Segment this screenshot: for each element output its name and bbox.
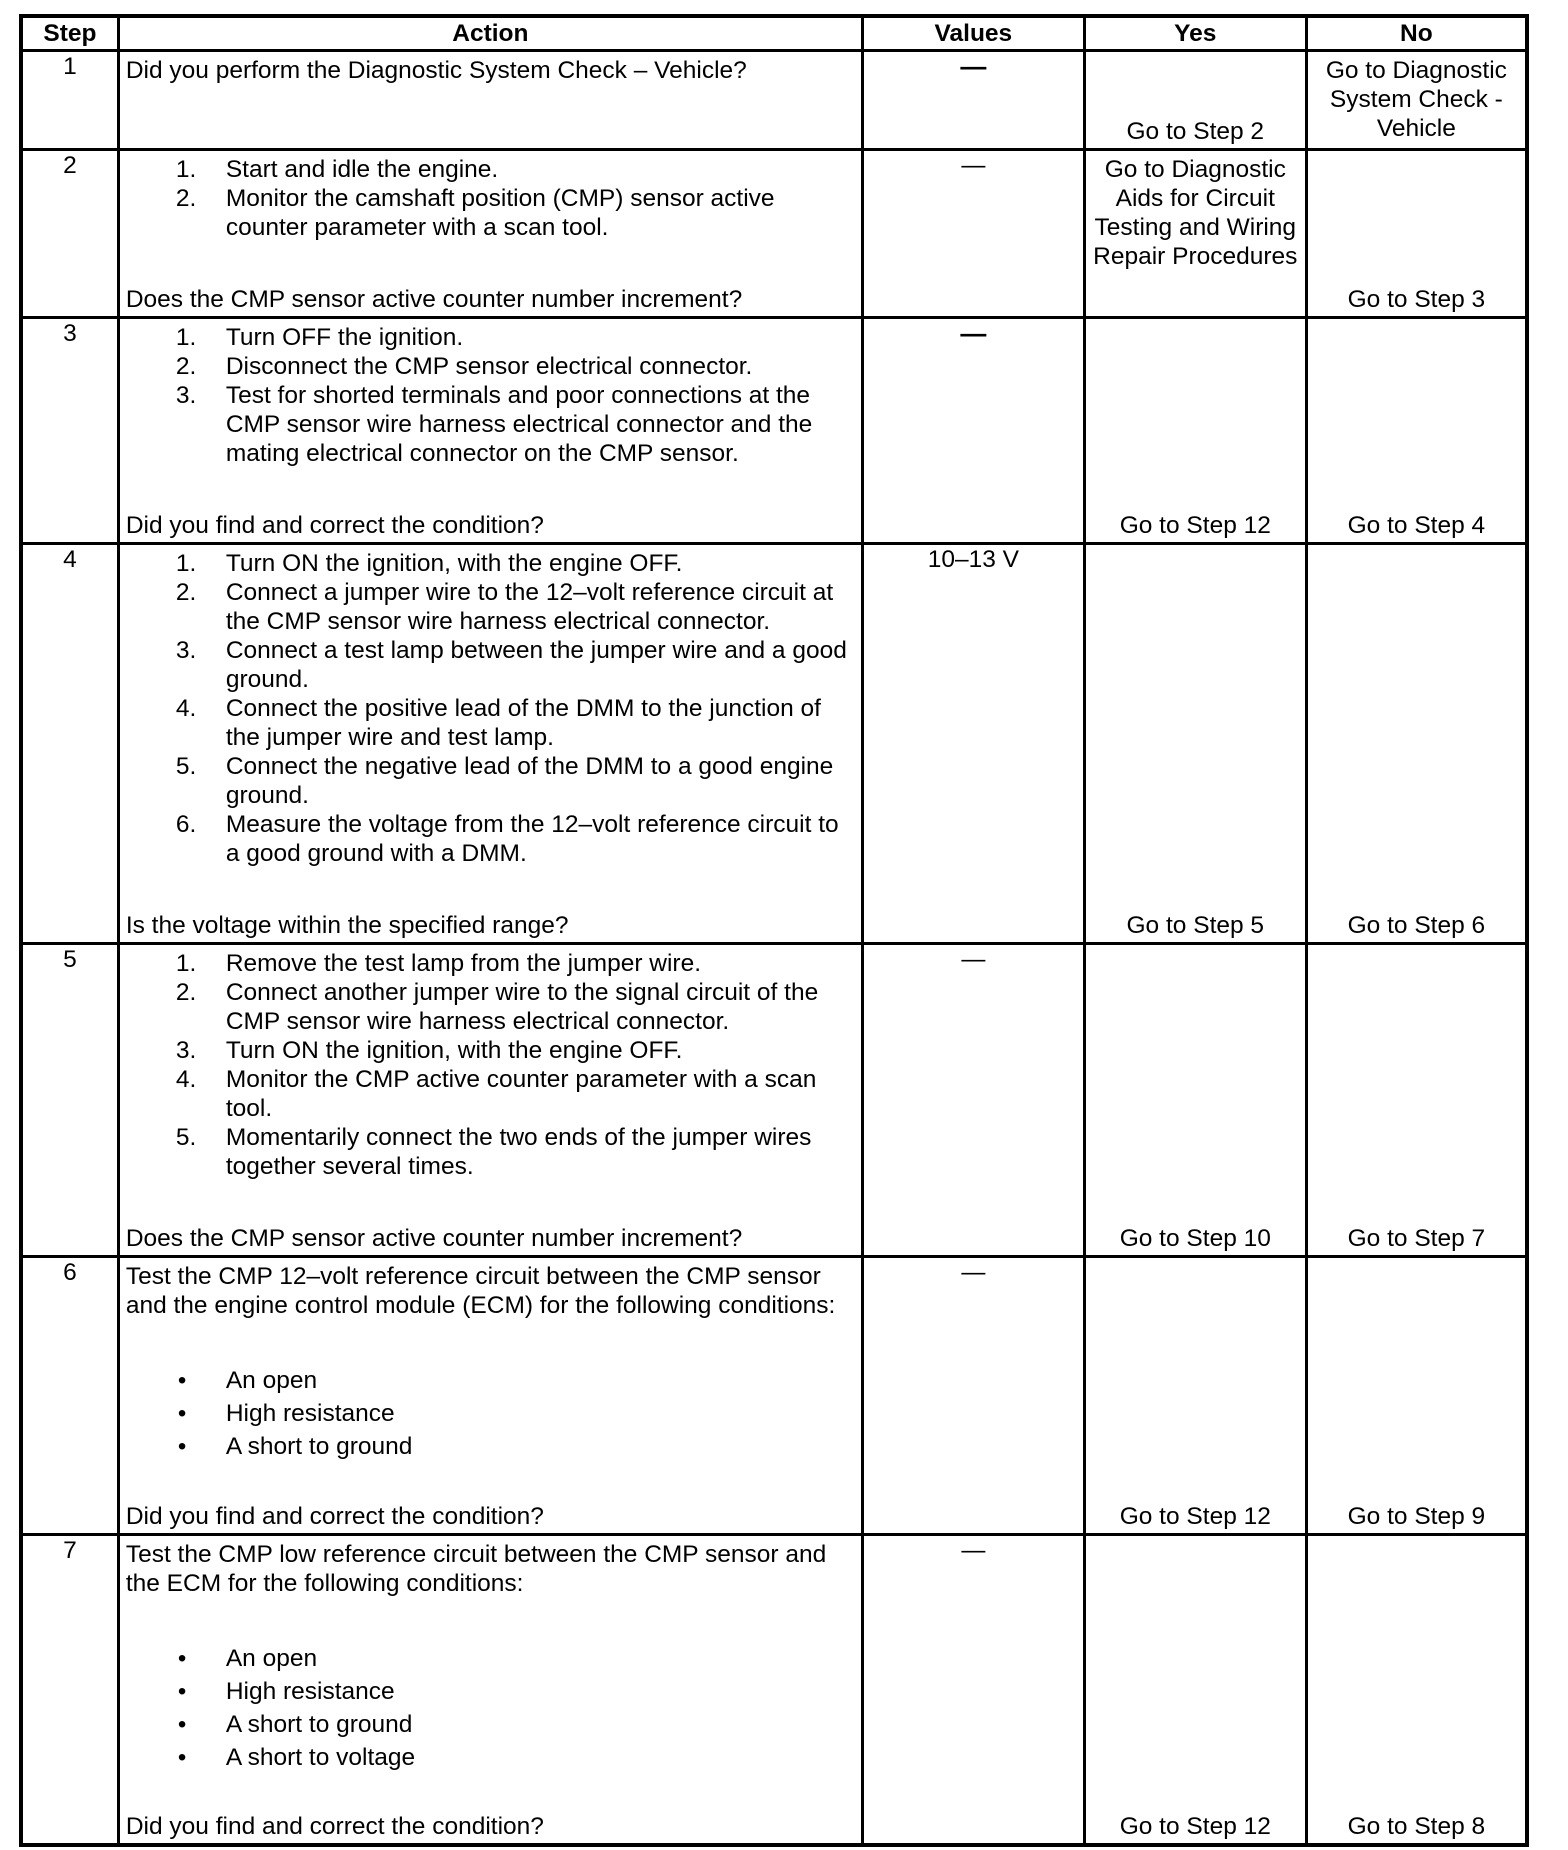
- step-number: 2: [21, 150, 118, 318]
- no-cell: [1306, 544, 1527, 944]
- action-cell: [118, 1256, 862, 1534]
- item-text: Connect a jumper wire to the 12–volt reference circuit at the CMP sensor wire harness electrical connector.: [225, 579, 834, 636]
- step-number: 3: [21, 318, 118, 544]
- item-number: 2.: [175, 978, 197, 1006]
- item-text: Connect a test lamp between the jumper wire and a good ground.: [225, 637, 847, 694]
- no-text: Go to Step 9: [1347, 1502, 1486, 1530]
- list-item: [126, 578, 857, 636]
- item-number: 1.: [175, 156, 197, 184]
- list-item: [126, 949, 857, 978]
- item-number: 6.: [175, 811, 197, 839]
- step-number: 7: [21, 1534, 118, 1845]
- item-text: An open: [225, 1366, 318, 1394]
- item-text: Momentarily connect the two ends of the jumper wires together several times.: [225, 1123, 812, 1180]
- item-number: 1.: [175, 949, 197, 977]
- bullet-marker: •: [177, 1710, 187, 1738]
- item-number: 2.: [175, 353, 197, 381]
- value-text: —: [961, 1536, 986, 1564]
- bullet-marker: •: [177, 1644, 187, 1672]
- table-row: [21, 50, 1527, 150]
- step-number: 4: [21, 544, 118, 944]
- no-cell: [1306, 150, 1527, 318]
- values-cell: [862, 943, 1084, 1256]
- no-cell: [1306, 1256, 1527, 1534]
- list-item: [126, 155, 857, 184]
- values-cell: [862, 1256, 1084, 1534]
- action-text: Did you perform the Diagnostic System Check – Vehicle?: [125, 56, 747, 84]
- item-text: Connect the positive lead of the DMM to the junction of the jumper wire and test lamp.: [225, 695, 821, 752]
- item-text: Connect another jumper wire to the signal circuit of the CMP sensor wire harness electrical connector.: [225, 978, 819, 1035]
- item-text: Disconnect the CMP sensor electrical connector.: [225, 353, 753, 381]
- item-text: Connect the negative lead of the DMM to a good engine ground.: [225, 753, 834, 810]
- item-text: Remove the test lamp from the jumper wire.: [225, 949, 702, 977]
- item-text: Measure the voltage from the 12–volt reference circuit to a good ground with a DMM.: [225, 811, 839, 868]
- step-number: 1: [21, 50, 118, 150]
- item-text: A short to ground: [225, 1710, 413, 1738]
- item-text: A short to voltage: [225, 1743, 416, 1771]
- item-text: An open: [225, 1644, 318, 1672]
- action-intro: Test the CMP low reference circuit between the CMP sensor and the ECM for the following conditions:: [125, 1540, 827, 1597]
- no-text: Go to Step 8: [1347, 1813, 1486, 1840]
- yes-text: Go to Step 12: [1119, 1502, 1271, 1530]
- item-number: 5.: [175, 1123, 197, 1151]
- yes-text: Go to Step 5: [1126, 911, 1265, 939]
- bullet-marker: •: [177, 1432, 187, 1460]
- values-cell: [862, 150, 1084, 318]
- action-question: Did you find and correct the condition?: [125, 512, 544, 540]
- list-item: [126, 636, 857, 694]
- action-cell: [118, 50, 862, 150]
- yes-text: Go to Step 2: [1126, 118, 1265, 146]
- action-steps: [126, 549, 857, 868]
- header-no: No: [1306, 16, 1527, 50]
- header-step: Step: [21, 16, 118, 50]
- action-cell: [118, 1534, 862, 1845]
- item-text: A short to ground: [225, 1432, 413, 1460]
- table-row: [21, 943, 1527, 1256]
- no-cell: [1306, 318, 1527, 544]
- item-number: 2.: [175, 579, 197, 607]
- list-item: [126, 352, 857, 381]
- list-item: [126, 381, 857, 468]
- step-number: 5: [21, 943, 118, 1256]
- action-question: Is the voltage within the specified range?: [125, 911, 569, 939]
- action-cell: [118, 318, 862, 544]
- item-number: 3.: [175, 382, 197, 410]
- action-question: Did you find and correct the condition?: [125, 1813, 544, 1840]
- no-cell: [1306, 1534, 1527, 1845]
- no-text: Go to Step 3: [1347, 286, 1486, 314]
- list-item: [126, 1430, 857, 1463]
- list-item: [126, 184, 857, 242]
- list-item: [126, 1675, 857, 1708]
- item-text: High resistance: [225, 1677, 395, 1705]
- bullet-marker: •: [177, 1366, 187, 1394]
- item-text: High resistance: [225, 1399, 395, 1427]
- values-cell: [862, 1534, 1084, 1845]
- item-number: 4.: [175, 1065, 197, 1093]
- item-number: 4.: [175, 695, 197, 723]
- item-number: 3.: [175, 1036, 197, 1064]
- values-cell: [862, 50, 1084, 150]
- item-text: Turn OFF the ignition.: [225, 324, 464, 352]
- item-text: Turn ON the ignition, with the engine OFF.: [225, 1036, 683, 1064]
- yes-cell: [1084, 1256, 1306, 1534]
- yes-text: Go to Step 10: [1119, 1224, 1271, 1252]
- value-text: 10–13 V: [927, 546, 1019, 574]
- list-item: [126, 694, 857, 752]
- action-cell: [118, 943, 862, 1256]
- yes-cell: [1084, 318, 1306, 544]
- item-number: 2.: [175, 185, 197, 213]
- value-text: —: [960, 318, 987, 349]
- table-row: [21, 1534, 1527, 1845]
- diagnostic-table: [19, 14, 1529, 1847]
- item-number: 1.: [175, 324, 197, 352]
- list-item: [126, 810, 857, 868]
- action-question: Does the CMP sensor active counter number increment?: [125, 1224, 743, 1252]
- action-steps: [126, 323, 857, 468]
- yes-text: Go to Diagnostic Aids for Circuit Testing and Wiring Repair Procedures: [1093, 156, 1298, 271]
- no-cell: [1306, 943, 1527, 1256]
- yes-cell: [1084, 150, 1306, 318]
- value-text: —: [961, 945, 986, 973]
- yes-cell: [1084, 943, 1306, 1256]
- list-item: [126, 323, 857, 352]
- item-number: 5.: [175, 753, 197, 781]
- bullet-marker: •: [177, 1743, 187, 1771]
- action-cell: [118, 544, 862, 944]
- list-item: [126, 1741, 857, 1774]
- action-body: [126, 1262, 857, 1463]
- yes-text: Go to Step 12: [1119, 512, 1271, 540]
- list-item: [126, 1123, 857, 1181]
- item-text: Monitor the CMP active counter parameter with a scan tool.: [225, 1065, 817, 1122]
- action-intro: Test the CMP 12–volt reference circuit between the CMP sensor and the engine control module (ECM) for the following conditions:: [125, 1262, 836, 1319]
- no-text: Go to Step 6: [1347, 911, 1486, 939]
- no-cell: [1306, 50, 1527, 150]
- table-row: [21, 544, 1527, 944]
- list-item: [126, 549, 857, 578]
- yes-cell: [1084, 544, 1306, 944]
- no-text: Go to Step 7: [1347, 1224, 1486, 1252]
- action-question: Does the CMP sensor active counter number increment?: [125, 286, 743, 314]
- item-text: Start and idle the engine.: [225, 156, 499, 184]
- yes-cell: [1084, 50, 1306, 150]
- header-values: Values: [862, 16, 1084, 50]
- table-row: [21, 1256, 1527, 1534]
- bullet-marker: •: [177, 1677, 187, 1705]
- item-number: 1.: [175, 550, 197, 578]
- list-item: [126, 1708, 857, 1741]
- table-row: [21, 318, 1527, 544]
- action-cell: [118, 150, 862, 318]
- action-steps: [126, 949, 857, 1181]
- yes-text: Go to Step 12: [1119, 1813, 1271, 1840]
- no-text: Go to Diagnostic System Check - Vehicle: [1325, 56, 1507, 142]
- item-number: 3.: [175, 637, 197, 665]
- list-item: [126, 1036, 857, 1065]
- item-text: Test for shorted terminals and poor connections at the CMP sensor wire harness electrical connector and the mating electrical connector on the CMP sensor.: [225, 382, 813, 468]
- value-text: —: [961, 152, 986, 180]
- header-action: Action: [118, 16, 862, 50]
- values-cell: [862, 544, 1084, 944]
- action-body: [126, 1540, 857, 1774]
- bullet-marker: •: [177, 1399, 187, 1427]
- value-text: —: [960, 50, 987, 81]
- list-item: [126, 1364, 857, 1397]
- step-number: 6: [21, 1256, 118, 1534]
- list-item: [126, 752, 857, 810]
- item-text: Monitor the camshaft position (CMP) sensor active counter parameter with a scan tool.: [225, 185, 775, 242]
- value-text: —: [961, 1258, 986, 1286]
- item-text: Turn ON the ignition, with the engine OFF.: [225, 550, 683, 578]
- list-item: [126, 1065, 857, 1123]
- list-item: [126, 1642, 857, 1675]
- no-text: Go to Step 4: [1347, 512, 1486, 540]
- list-item: [126, 1397, 857, 1430]
- action-question: Did you find and correct the condition?: [125, 1502, 544, 1530]
- table-row: [21, 150, 1527, 318]
- action-steps: [126, 155, 857, 242]
- values-cell: [862, 318, 1084, 544]
- header-row: [21, 16, 1527, 50]
- yes-cell: [1084, 1534, 1306, 1845]
- header-yes: Yes: [1084, 16, 1306, 50]
- list-item: [126, 978, 857, 1036]
